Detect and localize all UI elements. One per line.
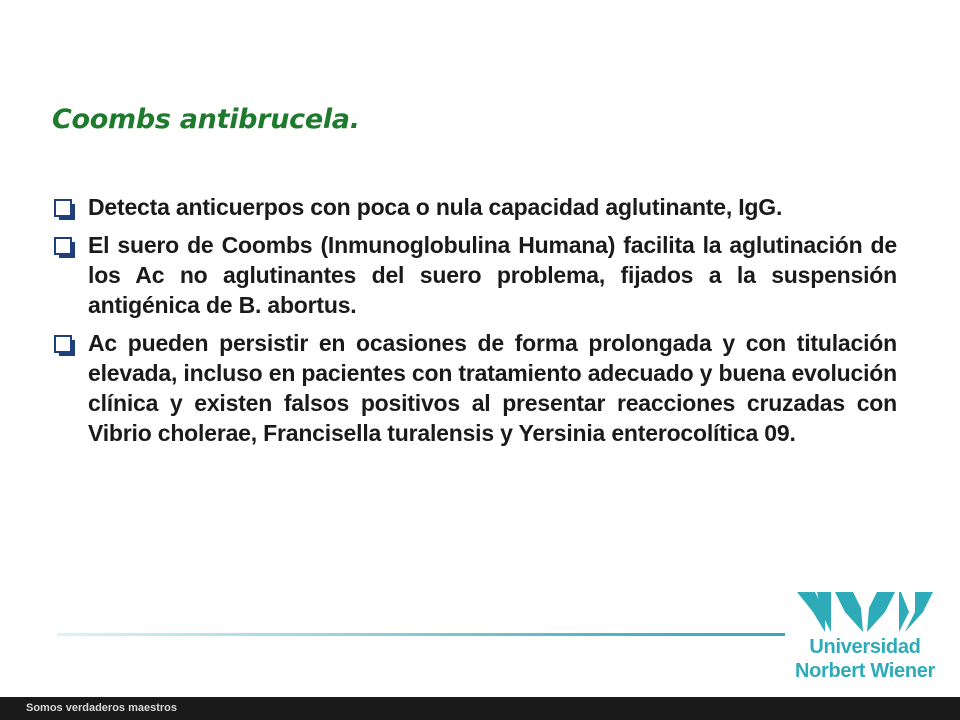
bullet-item	[52, 192, 897, 222]
checkbox-bullet-icon	[54, 199, 72, 217]
book-icon	[795, 588, 935, 632]
university-logo	[790, 588, 940, 688]
checkbox-bullet-icon	[54, 237, 72, 255]
slide-title: Coombs antibrucela.	[52, 104, 360, 135]
bullet-list	[52, 192, 897, 456]
logo-text-line1: Universidad	[809, 636, 921, 658]
bullet-text: Detecta anticuerpos con poca o nula capacidad aglutinante, IgG.	[88, 194, 783, 220]
footer-tagline: Somos verdaderos maestros	[26, 702, 178, 714]
divider-line	[57, 633, 785, 636]
bullet-item	[52, 328, 897, 448]
footer-bar	[0, 697, 960, 720]
logo-text-line2: Norbert Wiener	[794, 660, 936, 682]
checkbox-bullet-icon	[54, 335, 72, 353]
bullet-item	[52, 230, 897, 320]
bullet-text: El suero de Coombs (Inmunoglobulina Humana) facilita la aglutinación de los Ac no aglutinantes del suero problema, fijados a la suspensión antigénica de B. abortus.	[88, 232, 897, 318]
bullet-text: Ac pueden persistir en ocasiones de forma prolongada y con titulación elevada, incluso en pacientes con tratamiento adecuado y buena evolución clínica y existen falsos positivos al presentar reacciones cruzadas con Vibrio cholerae, Francisella turalensis y Yersinia enterocolítica 09.	[88, 330, 897, 446]
